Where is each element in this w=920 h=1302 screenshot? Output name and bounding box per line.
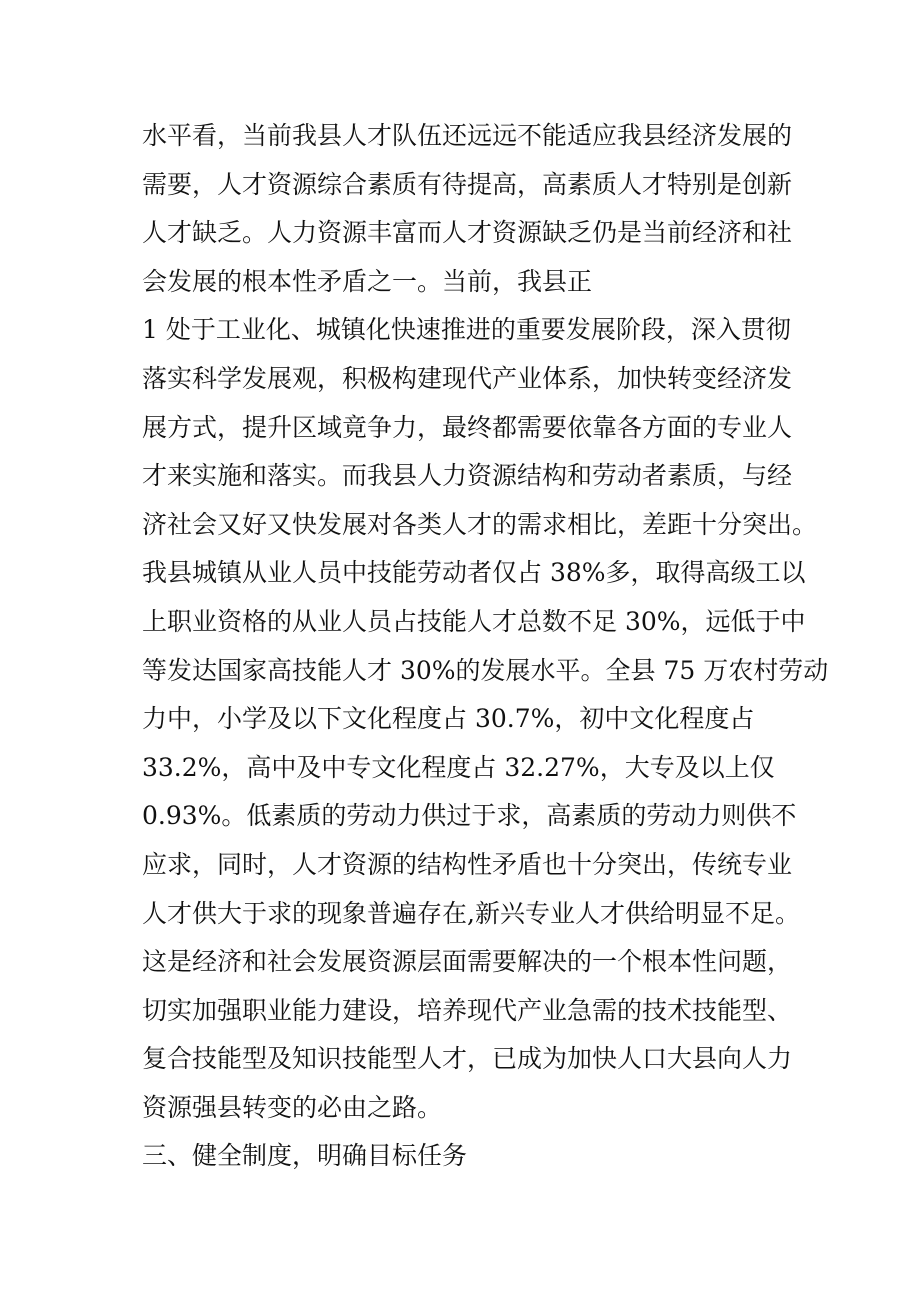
text-line-10: 我县城镇从业人员中技能劳动者仅占 38%多，取得高级工以 (142, 558, 806, 588)
text-line-12: 等发达国家高技能人才 30%的发展水平。全县 75 万农村劳动 (142, 655, 829, 685)
text-line-15: 0.93%。低素质的劳动力供过于求，高素质的劳动力则供不 (142, 801, 797, 831)
text-line-13: 力中，小学及以下文化程度占 30.7%，初中文化程度占 (142, 704, 755, 734)
text-line-18: 这是经济和社会发展资源层面需要解决的一个根本性问题， (142, 947, 793, 977)
text-line-4: 会发展的根本性矛盾之一。当前，我县正 (142, 266, 593, 296)
text-line-5: 1 处于工业化、城镇化快速推进的重要发展阶段，深入贯彻 (142, 315, 791, 345)
text-line-1: 水平看，当前我县人才队伍还远远不能适应我县经济发展的 (142, 121, 793, 150)
text-line-21: 资源强县转变的必由之路。 (142, 1092, 443, 1122)
text-line-9: 济社会又好又快发展对各类人才的需求相比，差距十分突出。 (142, 509, 818, 539)
text-line-19: 切实加强职业能力建设，培养现代产业急需的技术技能型、 (142, 995, 793, 1025)
text-line-16: 应求，同时，人才资源的结构性矛盾也十分突出，传统专业 (142, 849, 793, 879)
text-line-7: 展方式，提升区域竟争力，最终都需要依靠各方面的专业人 (142, 412, 793, 442)
text-line-6: 落实科学发展观，积极构建现代产业体系，加快转变经济发 (142, 363, 793, 393)
body-text (142, 112, 829, 1181)
text-line-14: 33.2%，高中及中专文化程度占 32.27%，大专及以上仅 (142, 752, 775, 782)
section-heading: 三、健全制度，明确目标任务 (142, 1141, 468, 1171)
text-line-17: 人才供大于求的现象普遍存在,新兴专业人才供给明显不足。 (142, 898, 800, 928)
text-line-8: 才来实施和落实。而我县人力资源结构和劳动者素质，与经 (142, 461, 793, 491)
text-line-20: 复合技能型及知识技能型人才，已成为加快人口大县向人力 (142, 1044, 793, 1074)
text-line-11: 上职业资格的从业人员占技能人才总数不足 30%，远低于中 (142, 606, 806, 636)
text-line-3: 人才缺乏。人力资源丰富而人才资源缺乏仍是当前经济和社 (142, 218, 793, 248)
text-line-2: 需要，人才资源综合素质有待提高，高素质人才特别是创新 (142, 169, 793, 199)
